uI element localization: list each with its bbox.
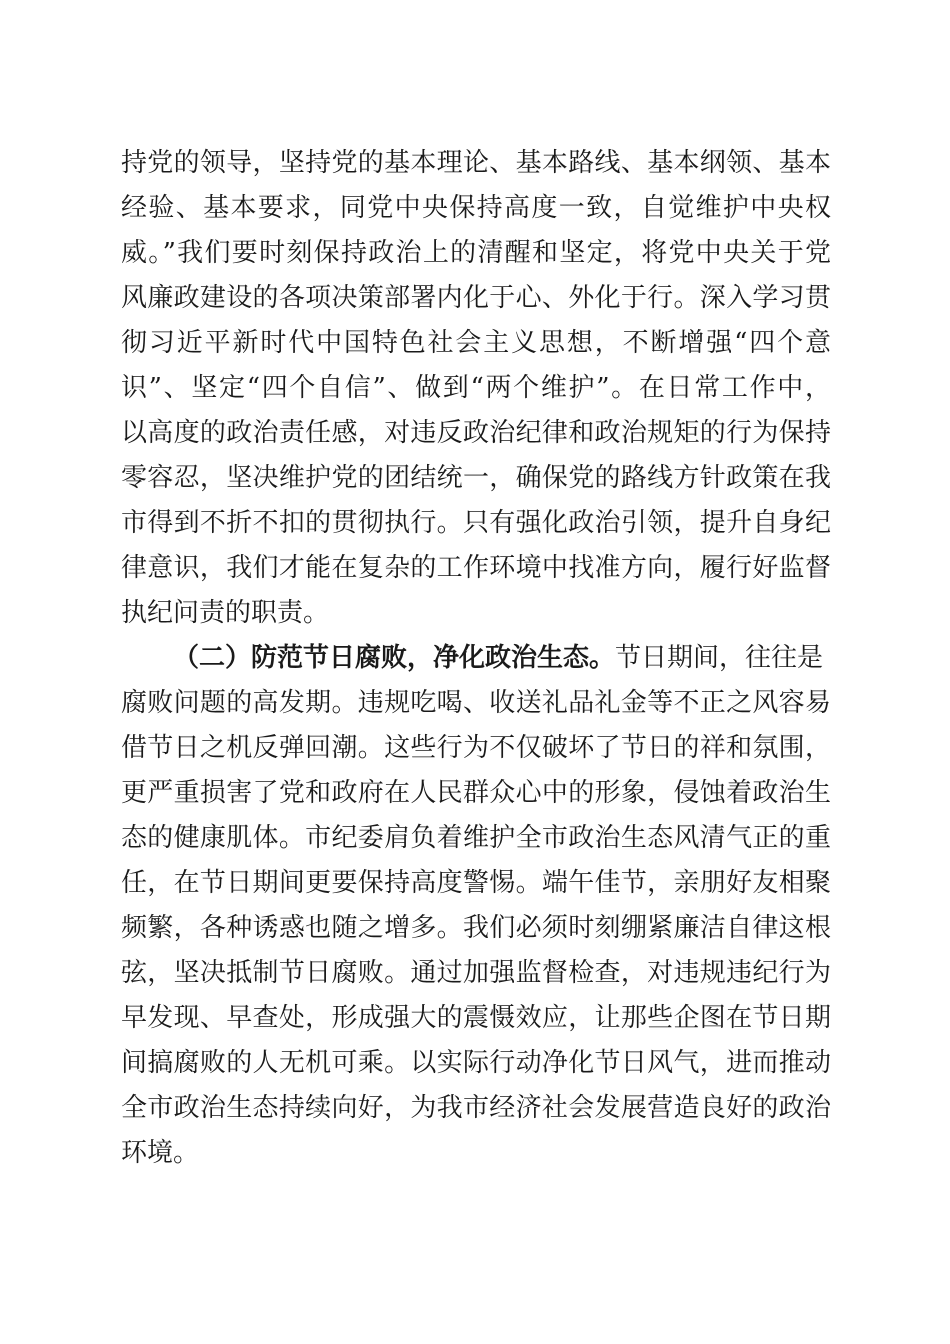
section2-line: 更严重损害了党和政府在人民群众心中的形象，侵蚀着政治生 (121, 778, 831, 808)
section2-line: 全市政治生态持续向好，为我市经济社会发展营造良好的政治 (121, 1093, 831, 1123)
paragraph1-line: 律意识，我们才能在复杂的工作环境中找准方向，履行好监督 (121, 553, 831, 583)
paragraph1-line: 市得到不折不扣的贯彻执行。只有强化政治引领，提升自身纪 (121, 508, 831, 538)
paragraph1-line: 威。”我们要时刻保持政治上的清醒和坚定，将党中央关于党 (121, 238, 831, 268)
section2-line: 腐败问题的高发期。违规吃喝、收送礼品礼金等不正之风容易 (121, 688, 831, 718)
section2-line: 任，在节日期间更要保持高度警惕。端午佳节，亲朋好友相聚 (121, 868, 831, 898)
section2-line: 态的健康肌体。市纪委肩负着维护全市政治生态风清气正的重 (121, 823, 831, 853)
section2-heading: （二）防范节日腐败，净化政治生态。 (173, 643, 616, 673)
paragraph1-line: 识”、坚定“四个自信”、做到“两个维护”。在日常工作中， (121, 373, 831, 403)
section2-first-line-text: 节日期间，往往是 (615, 643, 824, 673)
paragraph1-line: 风廉政建设的各项决策部署内化于心、外化于行。深入学习贯 (121, 283, 831, 313)
section2-line: 早发现、早查处，形成强大的震慑效应，让那些企图在节日期 (121, 1003, 831, 1033)
paragraph1-line: 彻习近平新时代中国特色社会主义思想，不断增强“四个意 (121, 328, 831, 358)
section2-line: 弦，坚决抵制节日腐败。通过加强监督检查，对违规违纪行为 (121, 958, 831, 988)
section2-line: 借节日之机反弹回潮。这些行为不仅破坏了节日的祥和氛围， (121, 733, 831, 763)
paragraph1-line: 以高度的政治责任感，对违反政治纪律和政治规矩的行为保持 (121, 418, 831, 448)
section2-line: 间搞腐败的人无机可乘。以实际行动净化节日风气，进而推动 (121, 1048, 831, 1078)
paragraph1-line: 持党的领导，坚持党的基本理论、基本路线、基本纲领、基本 (121, 148, 831, 178)
paragraph1-line: 零容忍，坚决维护党的团结统一，确保党的路线方针政策在我 (121, 463, 831, 493)
section2-first-line (173, 643, 823, 673)
paragraph1-line: 经验、基本要求，同党中央保持高度一致，自觉维护中央权 (121, 193, 831, 223)
section2-line: 环境。 (121, 1138, 200, 1168)
section2-line: 频繁，各种诱惑也随之增多。我们必须时刻绷紧廉洁自律这根 (121, 913, 831, 943)
paragraph1-line: 执纪问责的职责。 (121, 598, 330, 628)
